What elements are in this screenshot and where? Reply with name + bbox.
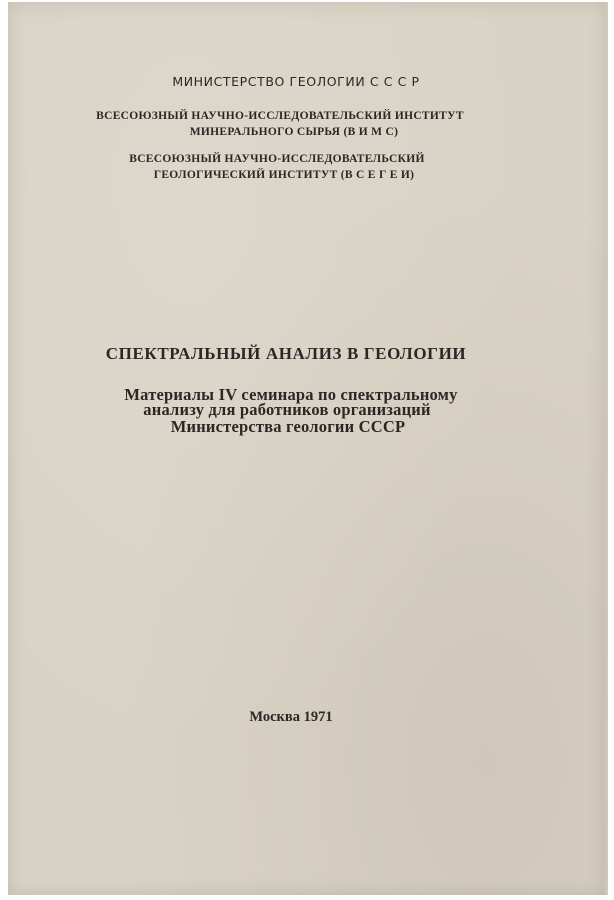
subtitle-line-2: анализу для работников организаций [143, 400, 431, 419]
institute-vsegei-line-2: ГЕОЛОГИЧЕСКИЙ ИНСТИТУТ (В С Е Г Е И) [153, 169, 415, 181]
publication-imprint: Москва 1971 [249, 709, 333, 725]
subtitle-line-3: Министерства геологии СССР [170, 417, 406, 436]
ministry-heading: МИНИСТЕРСТВО ГЕОЛОГИИ С С С Р [172, 74, 420, 89]
institute-vsegei-line-1: ВСЕСОЮЗНЫЙ НАУЧНО-ИССЛЕДОВАТЕЛЬСКИЙ [129, 153, 425, 165]
institute-vims-line-1: ВСЕСОЮЗНЫЙ НАУЧНО-ИССЛЕДОВАТЕЛЬСКИЙ ИНСТИТУТ [96, 110, 464, 122]
book-title: СПЕКТРАЛЬНЫЙ АНАЛИЗ В ГЕОЛОГИИ [105, 344, 467, 363]
institute-vims-line-2: МИНЕРАЛЬНОГО СЫРЬЯ (В И М С) [189, 126, 399, 138]
subtitle-line-1: Материалы IV семинара по спектральному [124, 385, 458, 404]
book-cover [8, 2, 608, 895]
